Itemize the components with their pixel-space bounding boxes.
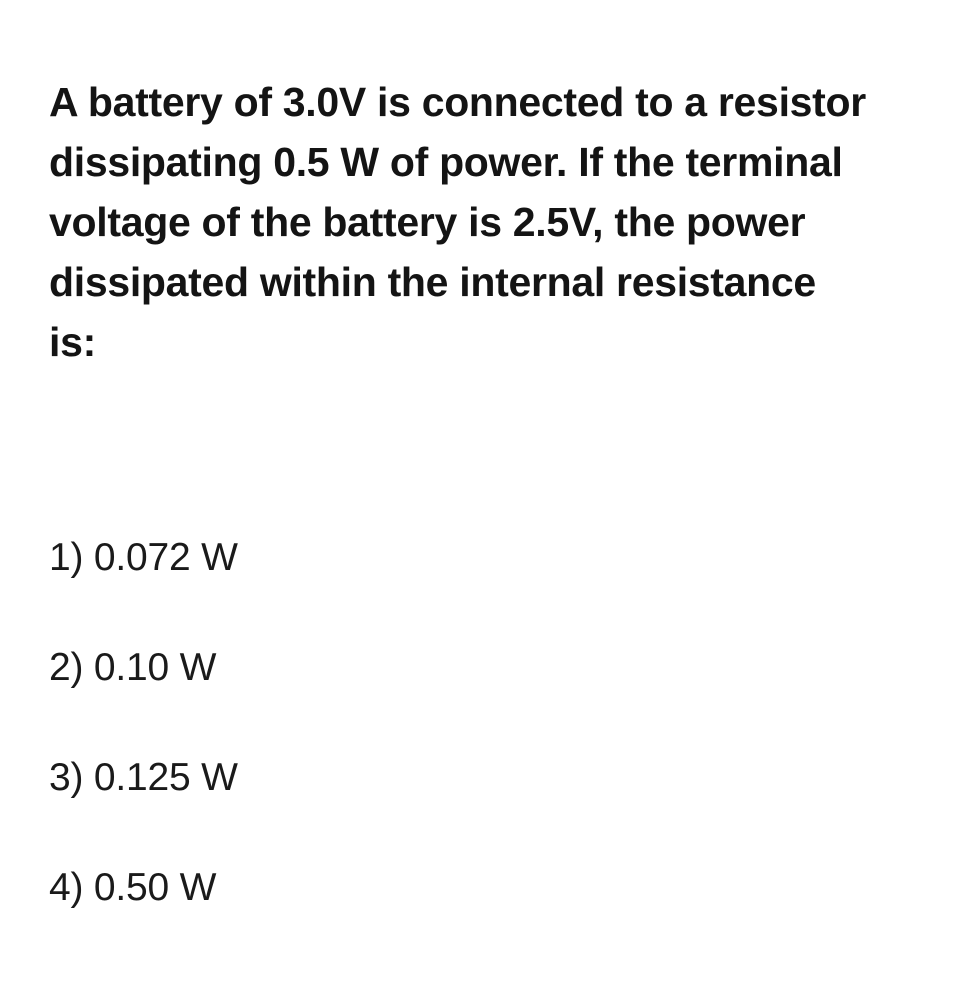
option-1[interactable]: 1) 0.072 W <box>49 536 238 579</box>
question-text: A battery of 3.0V is connected to a resistor dissipating 0.5 W of power. If the terminal voltage of the battery is 2.5V, the power dissipated within the internal resistance is: <box>49 79 866 365</box>
option-2[interactable]: 2) 0.10 W <box>49 646 217 689</box>
answer-options <box>49 530 238 970</box>
option-3[interactable]: 3) 0.125 W <box>49 756 238 799</box>
option-4[interactable]: 4) 0.50 W <box>49 866 217 909</box>
